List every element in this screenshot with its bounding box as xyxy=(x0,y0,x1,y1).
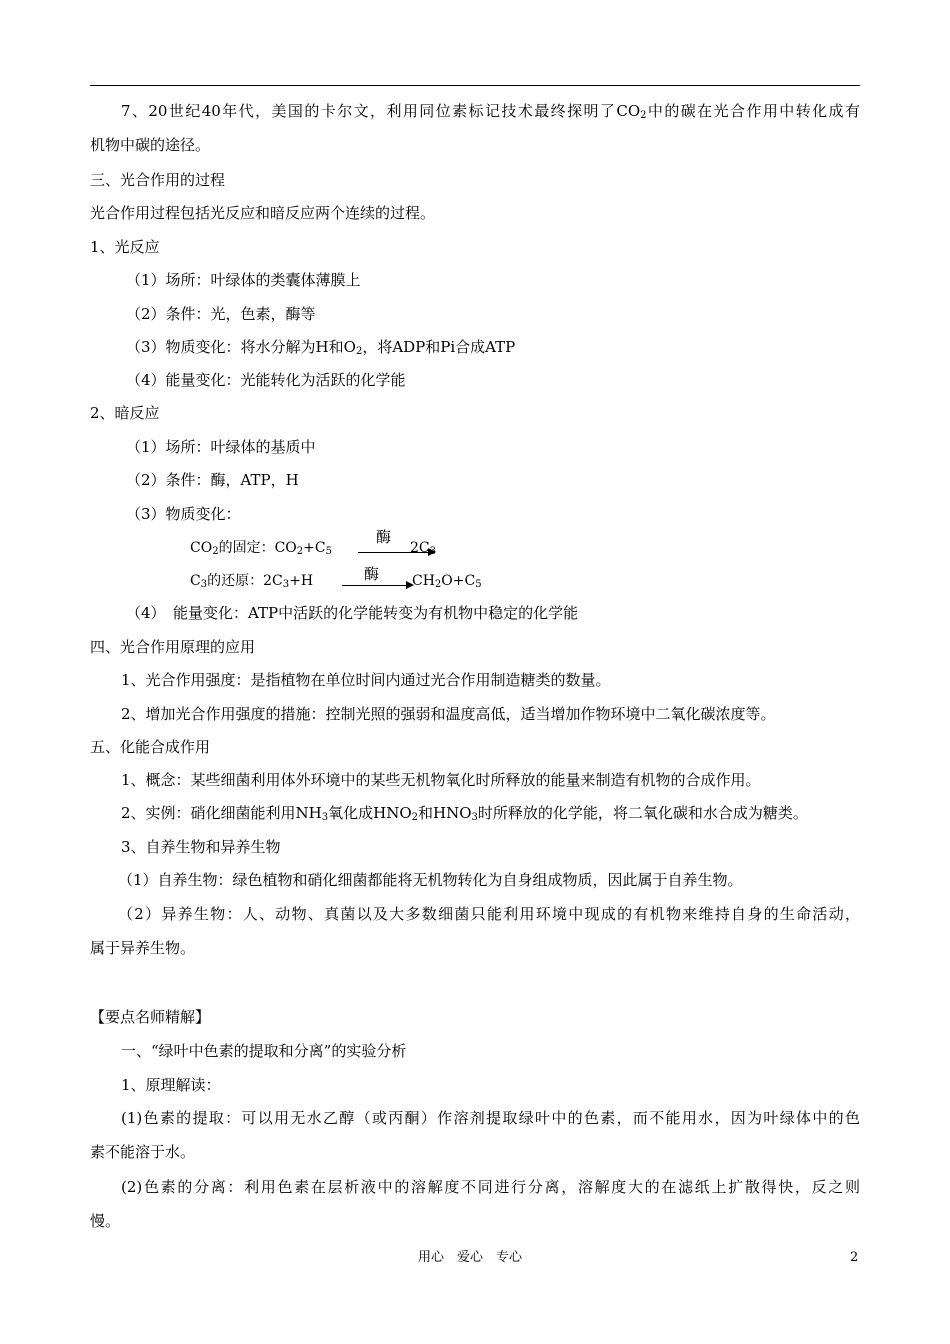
heading-key-points: 【要点名师精解】 xyxy=(90,1008,211,1026)
heading-section-4: 四、光合作用原理的应用 xyxy=(90,638,256,656)
reaction-arrow xyxy=(342,585,412,586)
heading-section-5: 五、化能合成作用 xyxy=(90,738,211,756)
text-line: 属于异养生物。 xyxy=(90,939,196,957)
reaction-co2-fixation-left: $CO_2$的固定：$CO_2+C_5$ xyxy=(190,540,332,557)
list-item: （4）能量变化：光能转化为活跃的化学能 xyxy=(126,371,406,389)
reaction-c3-reduction-left: $C_3$的还原：$2C_3+H$ xyxy=(190,573,314,590)
list-item: （1）自养生物：绿色植物和硝化细菌都能将无机物转化为自身组成物质，因此属于自养生物。 xyxy=(118,871,743,889)
list-item: （4） 能量变化：ATP中活跃的化学能转变为有机物中稳定的化学能 xyxy=(126,604,579,622)
list-item: （3）物质变化：将水分解为H和$O_2$，将ADP和Pi合成ATP xyxy=(126,338,516,357)
text-line: (2)色素的分离：利用色素在层析液中的溶解度不同进行分离，溶解度大的在滤纸上扩散得快，反之则 xyxy=(121,1178,860,1196)
list-item: （3）物质变化： xyxy=(126,505,241,523)
text-line: 1、光合作用强度：是指植物在单位时间内通过光合作用制造糖类的数量。 xyxy=(121,671,611,689)
enzyme-label: 酶 xyxy=(376,528,392,546)
text-line: 慢。 xyxy=(90,1212,121,1230)
list-item: （1）场所：叶绿体的类囊体薄膜上 xyxy=(126,271,361,289)
header-rule xyxy=(90,85,860,86)
paragraph-7: 7、20世纪40年代，美国的卡尔文，利用同位素标记技术最终探明了$CO_2$中的碳在光合作用中转化成有 xyxy=(121,102,860,121)
text-line: 1、概念：某些细菌利用体外环境中的某些无机物氧化时所释放的能量来制造有机物的合成作用。 xyxy=(121,771,761,789)
text-line: 1、原理解读： xyxy=(121,1076,221,1094)
list-item: （2）条件：光，色素，酶等 xyxy=(126,305,316,323)
text-line: (1)色素的提取：可以用无水乙醇（或丙酮）作溶剂提取绿叶中的色素，而不能用水，因为叶绿体中的色 xyxy=(121,1109,860,1127)
paragraph-7-cont: 机物中碳的途径。 xyxy=(90,136,211,154)
text-line: 2、增加光合作用强度的措施：控制光照的强弱和温度高低，适当增加作物环境中二氧化碳浓度等。 xyxy=(121,705,776,723)
heading-experiment: 一、“绿叶中色素的提取和分离”的实验分析 xyxy=(121,1042,407,1060)
heading-light-reaction: 1、光反应 xyxy=(90,238,160,256)
list-item: （2）异养生物：人、动物、真菌以及大多数细菌只能利用环境中现成的有机物来维持自身的生命活动， xyxy=(118,905,860,923)
list-item: （2）条件：酶，ATP，H xyxy=(126,471,299,489)
heading-section-3: 三、光合作用的过程 xyxy=(90,171,226,189)
reaction-co2-fixation-right: $2C_3$ xyxy=(410,540,436,557)
footer-motto: 用心 爱心 专心 xyxy=(418,1250,523,1265)
text-line: 光合作用过程包括光反应和暗反应两个连续的过程。 xyxy=(90,204,436,222)
text-line: 3、自养生物和异养生物 xyxy=(121,838,281,856)
reaction-c3-reduction-right: $CH_2O+C_5$ xyxy=(412,573,482,590)
heading-dark-reaction: 2、暗反应 xyxy=(90,404,160,422)
text-line: 2、实例：硝化细菌能利用$NH_3$氧化成$HNO_2$和$HNO_3$时所释放的化学能，将二氧化碳和水合成为糖类。 xyxy=(121,804,808,823)
list-item: （1）场所：叶绿体的基质中 xyxy=(126,438,316,456)
page-number: 2 xyxy=(850,1250,859,1265)
text-line: 素不能溶于水。 xyxy=(90,1143,196,1161)
enzyme-label: 酶 xyxy=(364,565,380,583)
